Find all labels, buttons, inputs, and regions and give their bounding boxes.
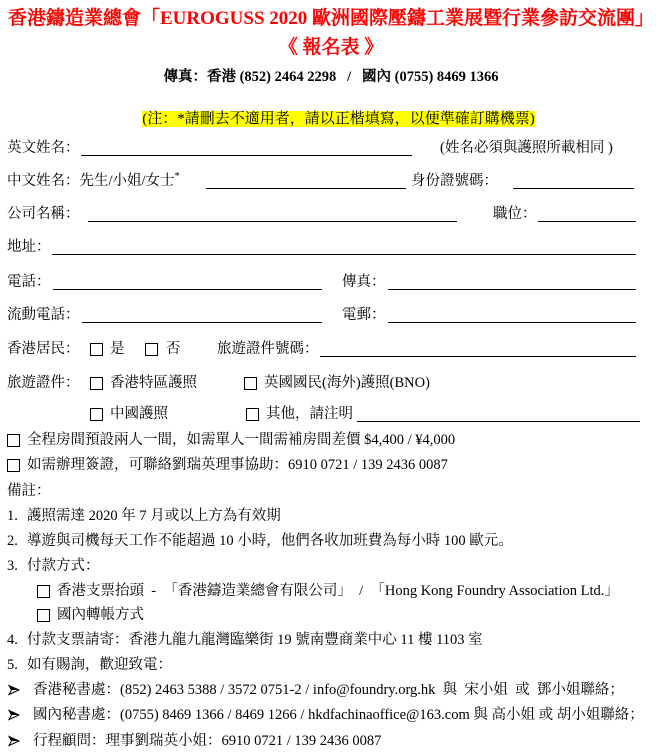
company-row bbox=[0, 204, 662, 224]
remark-text: 付款方式： bbox=[27, 558, 100, 574]
contact-item bbox=[0, 680, 662, 700]
id-number-label: 身份證號碼： bbox=[411, 173, 498, 189]
contact-text: 行程顧問：理事劉瑞英小姐：6910 0721 / 139 2436 0087 bbox=[33, 733, 382, 749]
company-input[interactable] bbox=[88, 204, 457, 222]
mobile-row bbox=[0, 305, 662, 325]
bno-passport-label: 英國國民(海外)護照(BNO) bbox=[264, 375, 430, 391]
remark-number: 4. bbox=[7, 632, 18, 648]
visa-label: 如需辦理簽證，可聯絡劉瑞英理事協助：6910 0721 / 139 2436 0087 bbox=[27, 457, 448, 473]
mobile-label: 流動電話： bbox=[7, 307, 80, 323]
payment-cheque-row bbox=[0, 581, 662, 601]
hk-resident-row bbox=[0, 339, 662, 359]
remark-text: 如有賜詢，歡迎致電： bbox=[27, 657, 172, 673]
arrow-bullet-icon bbox=[8, 684, 20, 696]
travel-doc-label: 旅遊證件： bbox=[7, 375, 80, 391]
travel-doc-number-input[interactable] bbox=[320, 339, 636, 357]
visa-checkbox[interactable] bbox=[7, 459, 20, 472]
arrow-bullet-icon bbox=[8, 735, 20, 747]
form-title: 香港鑄造業總會「EUROGUSS 2020 歐洲國際壓鑄工業展暨行業參訪交流團」 bbox=[7, 8, 655, 29]
delete-inapplicable-marker: * bbox=[174, 171, 180, 183]
id-number-input[interactable] bbox=[513, 171, 634, 189]
email-input[interactable] bbox=[388, 305, 636, 323]
hksar-passport-checkbox[interactable] bbox=[90, 377, 103, 390]
other-doc-checkbox[interactable] bbox=[246, 408, 259, 421]
contact-text: 國內秘書處：(0755) 8469 1366 / 8469 1266 / hkdfachinaoffice@163.com 與 高小姐 或 胡小姐聯絡； bbox=[33, 707, 644, 723]
remark-number: 1. bbox=[7, 508, 18, 524]
single-room-row bbox=[0, 430, 662, 450]
single-room-label: 全程房間預設兩人一間，如需單人一間需補房間差價 $4,400 / ¥4,000 bbox=[27, 432, 456, 448]
position-label: 職位： bbox=[493, 206, 537, 222]
remark-item bbox=[0, 506, 662, 526]
bno-passport-checkbox[interactable] bbox=[244, 377, 257, 390]
hk-resident-label: 香港居民： bbox=[7, 341, 80, 357]
chinese-name-label-group bbox=[7, 171, 180, 191]
remarks-heading: 備註： bbox=[7, 483, 51, 499]
phone-label: 電話： bbox=[7, 274, 51, 290]
english-name-hint: (姓名必須與護照所載相同 ) bbox=[440, 140, 613, 156]
fax-input[interactable] bbox=[388, 272, 636, 290]
remark-number: 2. bbox=[7, 533, 18, 549]
visa-row bbox=[0, 455, 662, 475]
form-subtitle: 《 報名表 》 bbox=[278, 37, 384, 58]
chinese-name-label: 中文姓名：先生/小姐/女士 bbox=[7, 173, 175, 189]
contact-item bbox=[0, 731, 662, 751]
mobile-input[interactable] bbox=[82, 305, 322, 323]
english-name-row bbox=[0, 138, 662, 158]
travel-doc-row bbox=[0, 373, 662, 393]
payment-cheque-checkbox[interactable] bbox=[37, 585, 50, 598]
remark-item bbox=[0, 531, 662, 551]
arrow-bullet-icon bbox=[8, 709, 20, 721]
fill-in-note bbox=[0, 91, 662, 127]
hksar-passport-label: 香港特區護照 bbox=[110, 375, 197, 391]
remark-text: 付款支票請寄：香港九龍九龍灣臨樂街 19 號南豐商業中心 11 樓 1103 室 bbox=[27, 632, 483, 648]
english-name-input[interactable] bbox=[81, 138, 412, 156]
address-label: 地址： bbox=[7, 239, 51, 255]
payment-transfer-checkbox[interactable] bbox=[37, 609, 50, 622]
single-room-checkbox[interactable] bbox=[7, 434, 20, 447]
payment-transfer-label: 國內轉帳方式 bbox=[57, 607, 144, 623]
remark-item bbox=[0, 556, 662, 576]
other-doc-label: 其他，請注明 bbox=[266, 406, 353, 422]
hk-resident-no-checkbox[interactable] bbox=[145, 343, 158, 356]
chinese-name-row bbox=[0, 171, 662, 191]
remark-number: 3. bbox=[7, 558, 18, 574]
company-label: 公司名稱： bbox=[7, 206, 80, 222]
email-label: 電郵： bbox=[342, 307, 386, 323]
hk-resident-yes-label: 是 bbox=[110, 341, 125, 357]
phone-input[interactable] bbox=[53, 272, 322, 290]
remark-text: 導遊與司機每天工作不能超過 10 小時，他們各收加班費為每小時 100 歐元。 bbox=[27, 533, 513, 549]
position-input[interactable] bbox=[538, 204, 636, 222]
china-passport-checkbox[interactable] bbox=[90, 408, 103, 421]
hk-resident-yes-checkbox[interactable] bbox=[90, 343, 103, 356]
phone-row bbox=[0, 272, 662, 292]
remark-item bbox=[0, 655, 662, 675]
payment-transfer-row bbox=[0, 605, 662, 625]
china-passport-label: 中國護照 bbox=[110, 406, 168, 422]
address-input[interactable] bbox=[52, 237, 636, 255]
fax-label: 傳真： bbox=[342, 274, 386, 290]
remark-number: 5. bbox=[7, 657, 18, 673]
remarks-heading-row bbox=[0, 481, 662, 501]
remark-text: 護照需達 2020 年 7 月或以上方為有效期 bbox=[27, 508, 281, 524]
hk-resident-no-label: 否 bbox=[166, 341, 181, 357]
fax-numbers: 傳真：香港 (852) 2464 2298 / 國內 (0755) 8469 1366 bbox=[163, 69, 499, 85]
chinese-name-input[interactable] bbox=[206, 171, 406, 189]
address-row bbox=[0, 237, 662, 257]
fill-in-note-text: (注：*請刪去不適用者，請以正楷填寫，以便準確訂購機票) bbox=[142, 111, 535, 127]
contact-item bbox=[0, 705, 662, 725]
other-doc-input[interactable] bbox=[357, 404, 640, 422]
travel-doc-row-2 bbox=[0, 404, 662, 424]
contact-text: 香港秘書處：(852) 2463 5388 / 3572 0751-2 / info@foundry.org.hk 與 宋小姐 或 鄧小姐聯絡； bbox=[33, 682, 624, 698]
travel-doc-number-label: 旅遊證件號碼： bbox=[217, 341, 319, 357]
english-name-label: 英文姓名： bbox=[7, 140, 80, 156]
remark-item bbox=[0, 630, 662, 650]
payment-cheque-label: 香港支票抬頭 - 「香港鑄造業總會有限公司」 / 「Hong Kong Foundry Association Ltd.」 bbox=[57, 583, 619, 599]
